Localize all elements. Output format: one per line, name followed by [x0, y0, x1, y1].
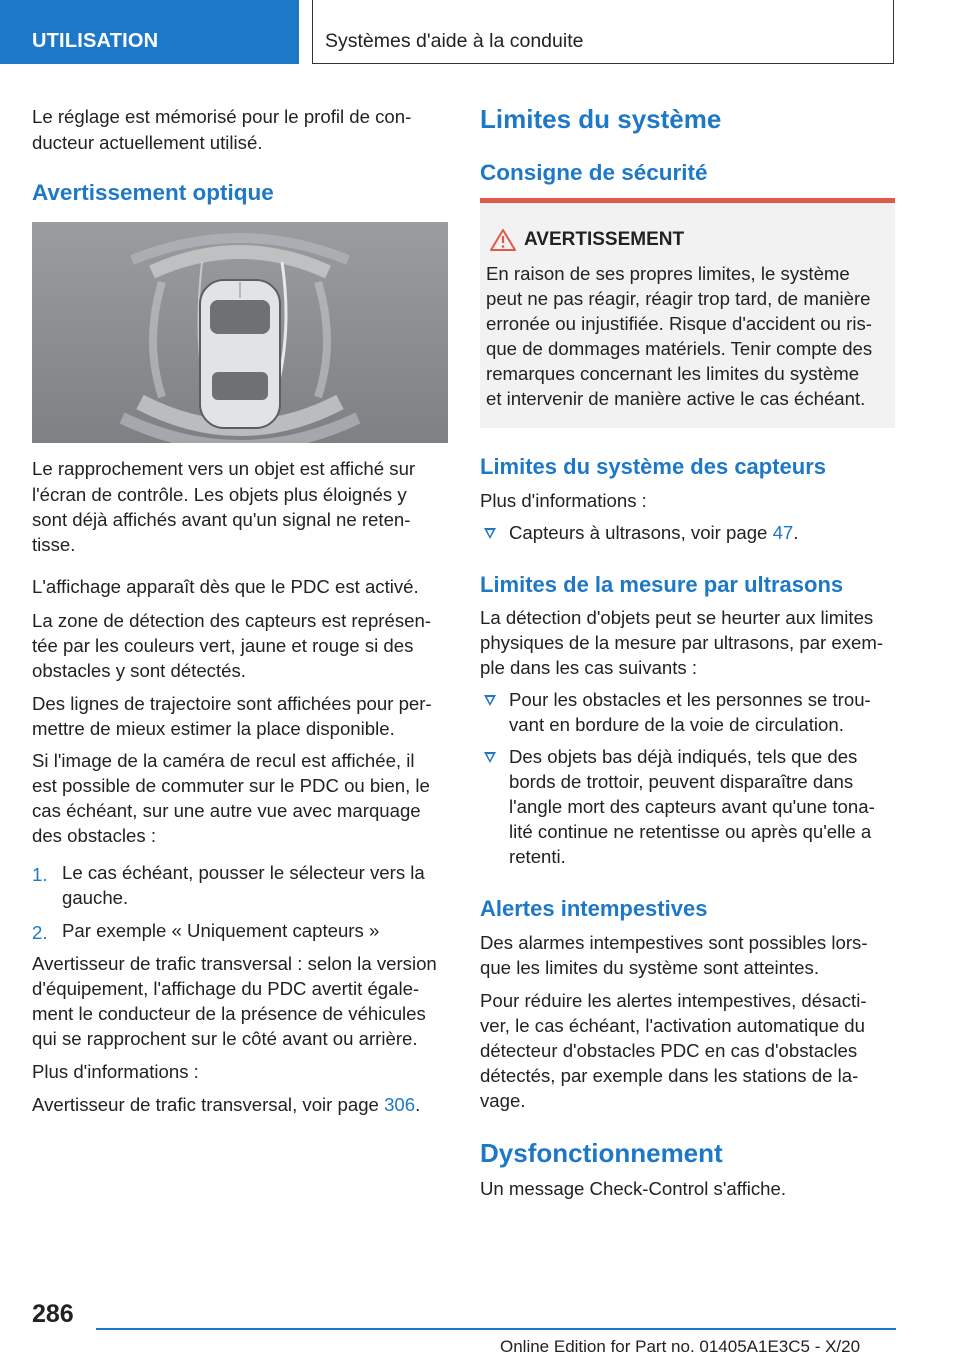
- bullet-2-line-3: l'angle mort des capteurs avant qu'une tona-: [509, 796, 875, 817]
- mesure-line-2: physiques de la mesure par ultrasons, par exem-: [480, 632, 884, 653]
- bullet-1-line-2: vant en bordure de la voie de circulation.: [509, 714, 844, 735]
- para2: L'affichage apparaît dès que le PDC est activé.: [32, 576, 419, 597]
- para6-line-2: d'équipement, l'affichage du PDC avertit égale-: [32, 978, 420, 999]
- heading-alertes-intempestives: Alertes intempestives: [480, 896, 708, 921]
- alertes2-line-2: ver, le cas échéant, l'activation automatique du: [480, 1015, 865, 1036]
- alertes2-line-3: détecteur d'obstacles PDC en cas d'obstacles: [480, 1040, 858, 1061]
- warning-line-3: erronée ou injustifiée. Risque d'accident ou ris-: [486, 313, 872, 334]
- bullet-2-line-2: bords de trottoir, peuvent disparaître dans: [509, 771, 854, 792]
- alertes2-line-4: détectés, par exemple dans les stations de la-: [480, 1065, 859, 1086]
- warning-line-4: que de dommages matériels. Tenir compte des: [486, 338, 873, 359]
- header-section-tab: [0, 0, 299, 64]
- heading-limites-capteurs: Limites du système des capteurs: [480, 454, 827, 479]
- dysf-text: Un message Check-Control s'affiche.: [480, 1178, 787, 1199]
- para7: Plus d'informations :: [32, 1061, 199, 1082]
- intro-line-2: ducteur actuellement utilisé.: [32, 132, 263, 153]
- alertes1-line-2: que les limites du système sont atteintes.: [480, 957, 819, 978]
- alertes1-line-1: Des alarmes intempestives sont possibles lors-: [480, 932, 868, 953]
- bullet-capteurs-end: .: [793, 522, 799, 543]
- bullet-2-line-4: lité continue ne retentisse ou après qu'elle a: [509, 821, 872, 842]
- footer-divider: [96, 1328, 896, 1330]
- para3-line-2: tée par les couleurs vert, jaune et rouge si des: [32, 635, 414, 656]
- mesure-line-3: ple dans les cas suivants :: [480, 657, 698, 678]
- step-1-number: 1.: [32, 864, 48, 885]
- header-section-label: UTILISATION: [32, 30, 159, 52]
- bullet-capteurs-text: Capteurs à ultrasons, voir page: [509, 522, 773, 543]
- para1-line-1: Le rapprochement vers un objet est affiché sur: [32, 458, 416, 479]
- page-number: 286: [32, 1300, 74, 1328]
- bullet-1-line-1: Pour les obstacles et les personnes se trou-: [509, 689, 871, 710]
- para3-line-3: obstacles y sont détectés.: [32, 660, 246, 681]
- para6-line-3: ment le conducteur de la présence de véhicules: [32, 1003, 426, 1024]
- para5-line-3: cas échéant, sur une autre vue avec marquage: [32, 800, 421, 821]
- warning-box: [480, 198, 895, 428]
- warning-line-1: En raison de ses propres limites, le système: [486, 263, 850, 284]
- parking-sensor-illustration: [32, 222, 448, 443]
- pdc-display-image: [32, 222, 448, 443]
- para1-line-3: sont déjà affichés avant qu'un signal ne reten-: [32, 509, 411, 530]
- para4-line-2: mettre de mieux estimer la place disponible.: [32, 718, 395, 739]
- warning-line-5: remarques concernant les limites du système: [486, 363, 860, 384]
- plus-info: Plus d'informations :: [480, 490, 647, 511]
- header-chapter-tab: [312, 0, 894, 64]
- warning-triangle-icon: [490, 229, 516, 251]
- para6-line-4: qui se rapprochent sur le côté avant ou arrière.: [32, 1028, 418, 1049]
- step-2-number: 2.: [32, 922, 48, 943]
- heading-avertissement-optique: Avertissement optique: [32, 180, 274, 205]
- para5-line-4: des obstacles :: [32, 825, 157, 846]
- para4-line-1: Des lignes de trajectoire sont affichées pour per-: [32, 693, 432, 714]
- para8: [32, 1092, 420, 1118]
- page-306-link[interactable]: 306: [384, 1094, 416, 1115]
- bullet-triangle-icon: [484, 528, 496, 539]
- step-2-line-1: Par exemple « Uniquement capteurs »: [62, 920, 380, 941]
- bullet-triangle-icon: [484, 752, 496, 763]
- bullet-2-line-1: Des objets bas déjà indiqués, tels que des: [509, 746, 858, 767]
- footer-edition: Online Edition for Part no. 01405A1E3C5 - X/20: [500, 1337, 861, 1356]
- alertes2-line-5: vage.: [480, 1090, 526, 1111]
- bullet-capteurs: [509, 520, 798, 546]
- para5-line-2: est possible de commuter sur le PDC ou bien, le: [32, 775, 430, 796]
- para5-line-1: Si l'image de la caméra de recul est affichée, il: [32, 750, 415, 771]
- step-1-line-1: Le cas échéant, pousser le sélecteur vers la: [62, 862, 425, 883]
- alertes2-line-1: Pour réduire les alertes intempestives, désacti-: [480, 990, 867, 1011]
- heading-dysfonctionnement: Dysfonctionnement: [480, 1138, 723, 1168]
- para8-text: Avertisseur de trafic transversal, voir page: [32, 1094, 385, 1115]
- para1-line-2: l'écran de contrôle. Les objets plus éloignés y: [32, 484, 407, 505]
- step-1-line-2: gauche.: [62, 887, 129, 908]
- warning-line-6: et intervenir de manière active le cas échéant.: [486, 388, 866, 409]
- mesure-line-1: La détection d'objets peut se heurter aux limites: [480, 607, 874, 628]
- para6-line-1: Avertisseur de trafic transversal : selon la version: [32, 953, 437, 974]
- para3-line-1: La zone de détection des capteurs est représen-: [32, 610, 431, 631]
- heading-consigne-de-securite: Consigne de sécurité: [480, 160, 708, 185]
- para1-line-4: tisse.: [32, 534, 76, 555]
- heading-limites-mesure: Limites de la mesure par ultrasons: [480, 572, 844, 597]
- para8-end: .: [415, 1094, 421, 1115]
- page-47-link[interactable]: 47: [772, 522, 794, 543]
- bullet-2-line-5: retenti.: [509, 846, 566, 867]
- warning-line-2: peut ne pas réagir, réagir trop tard, de manière: [486, 288, 871, 309]
- intro-line-1: Le réglage est mémorisé pour le profil de con-: [32, 106, 412, 127]
- bullet-triangle-icon: [484, 695, 496, 706]
- header-chapter-label: Systèmes d'aide à la conduite: [325, 30, 584, 52]
- heading-limites-du-systeme: Limites du système: [480, 104, 722, 134]
- warning-title: AVERTISSEMENT: [524, 229, 685, 250]
